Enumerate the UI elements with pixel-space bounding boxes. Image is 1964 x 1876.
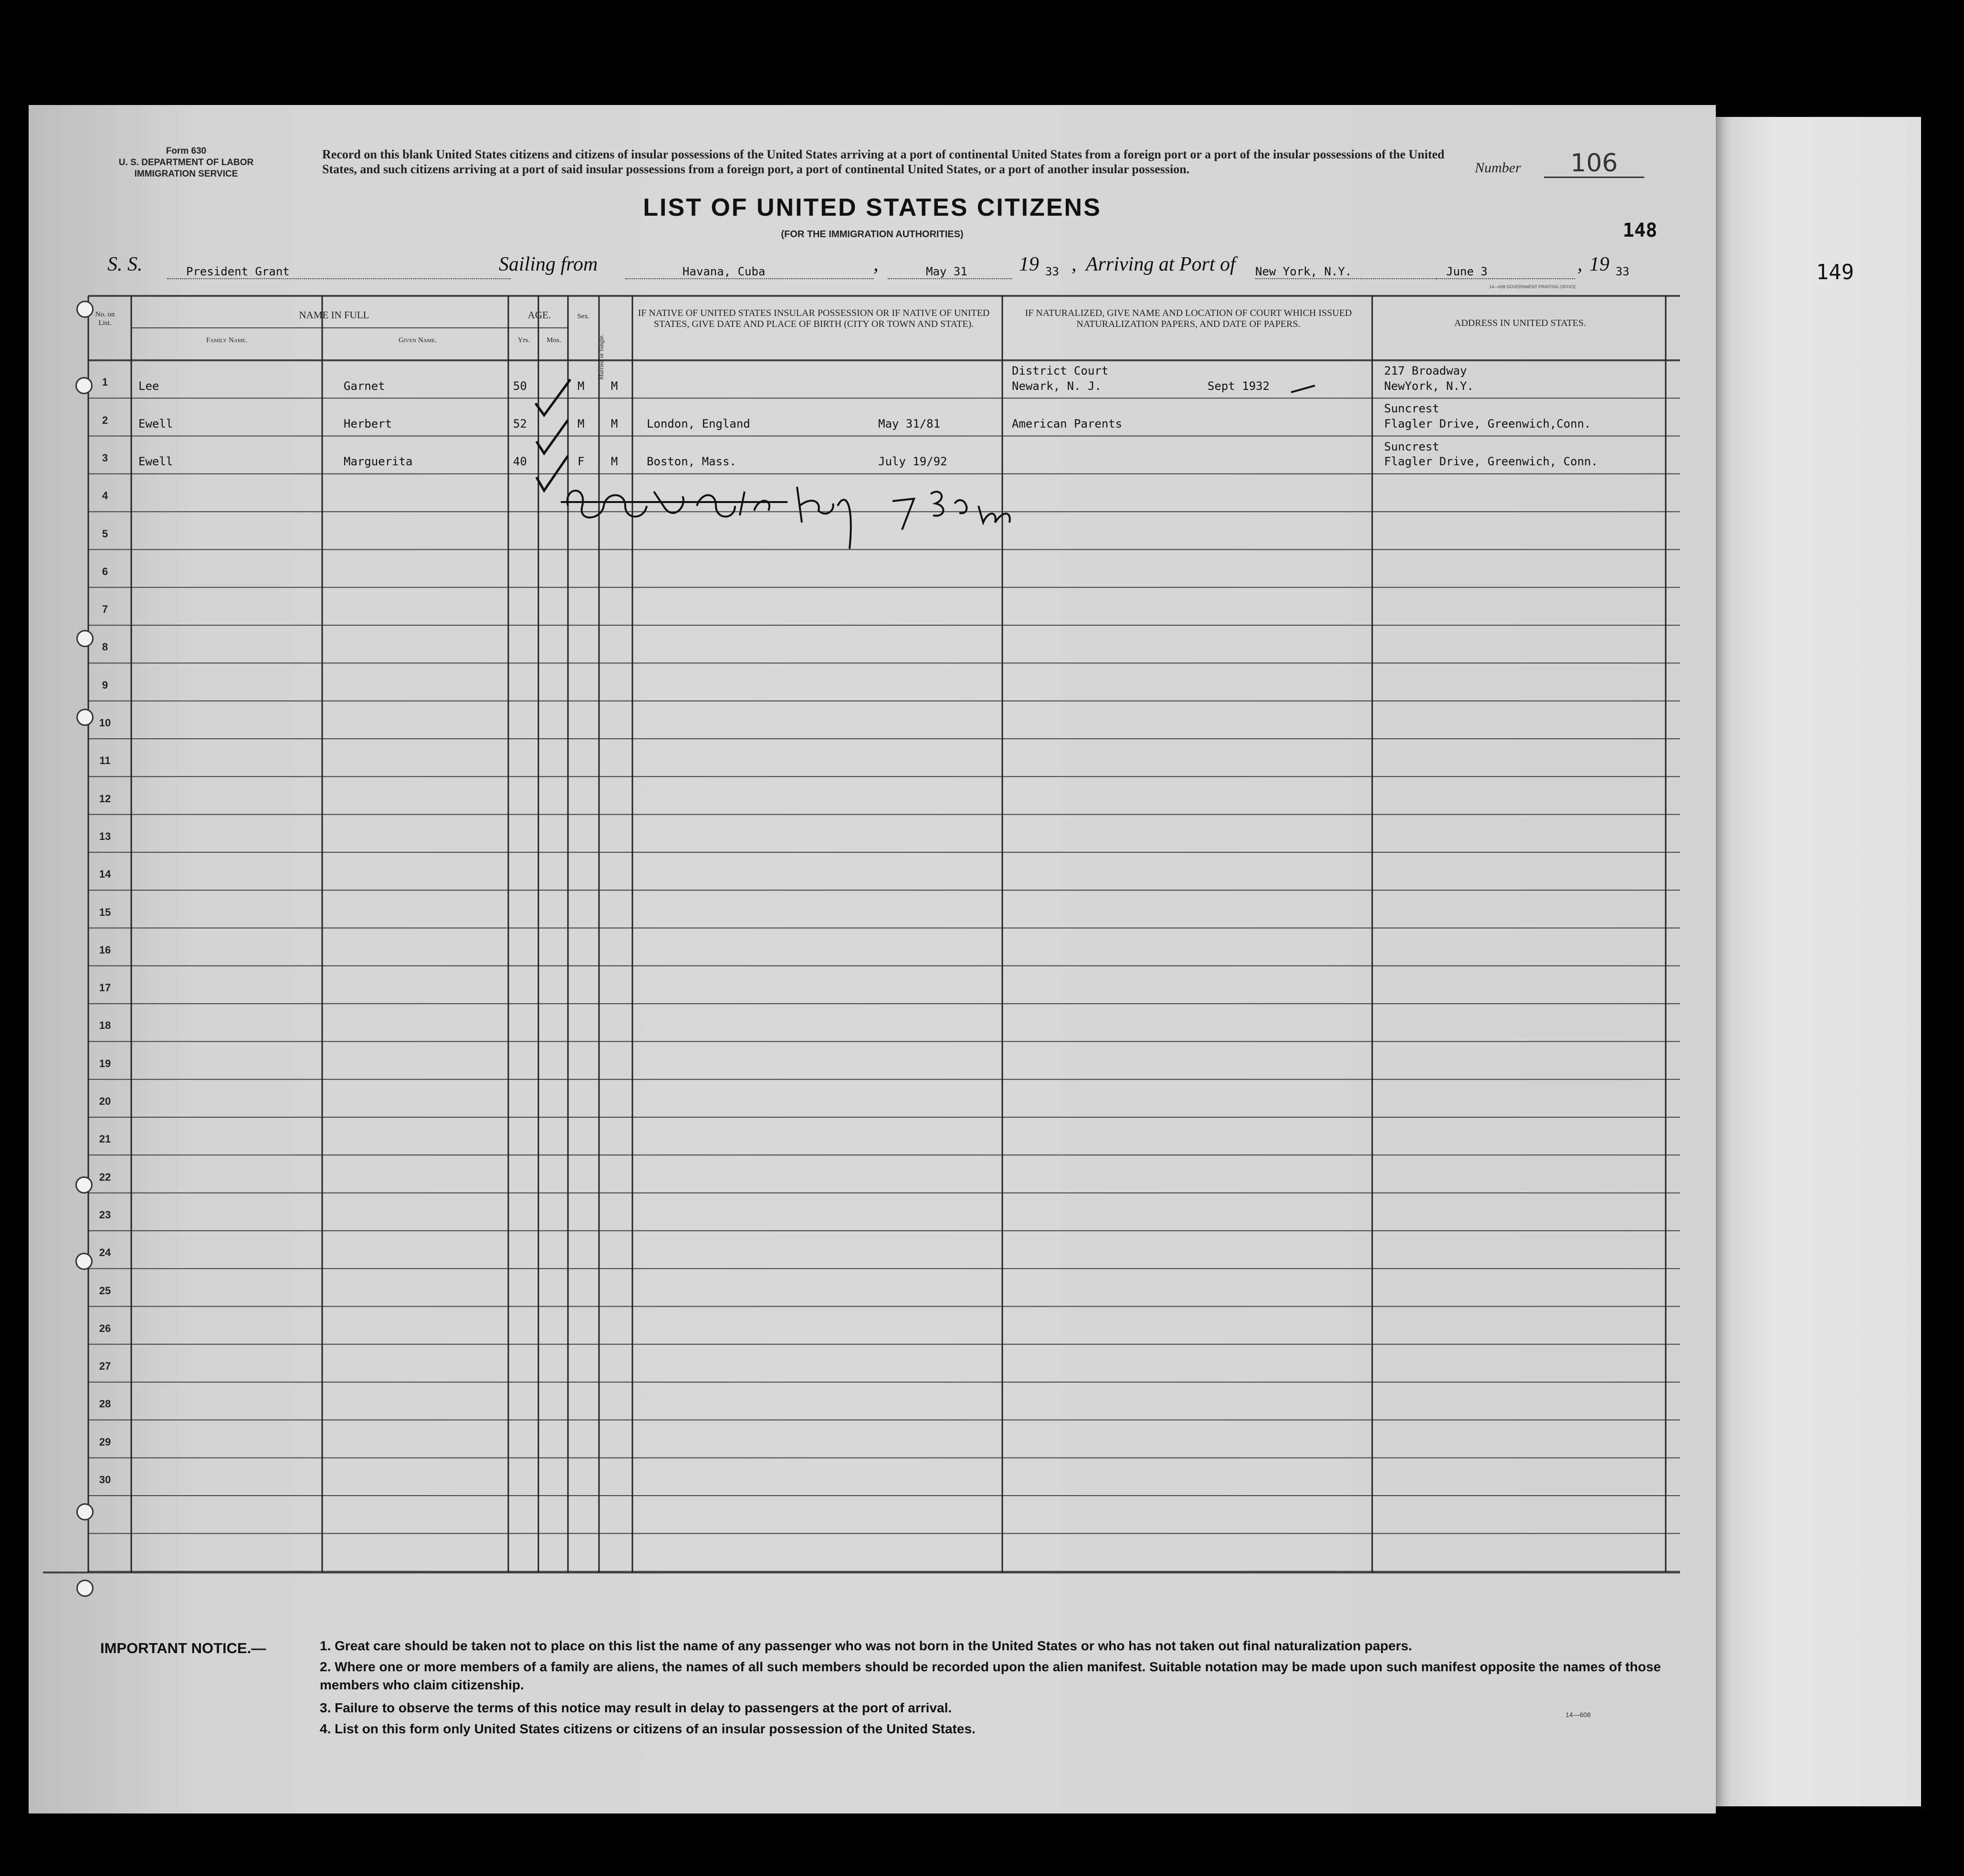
row-number: 3 — [102, 451, 108, 464]
row-number: 28 — [99, 1398, 111, 1410]
binder-hole — [76, 1503, 94, 1520]
adjacent-page — [1716, 117, 1921, 1806]
header-native-birthplace: IF NATIVE OF UNITED STATES INSULAR POSSESSION OR IF NATIVE OF UNITED STATES, GIVE DATE AND PLACE OF BIRTH (CITY OR TOWN AND STATE). — [638, 308, 990, 329]
row-number: 25 — [99, 1284, 111, 1297]
row-number: 13 — [99, 830, 111, 842]
age-years-cell: 52 — [513, 417, 527, 430]
sailing-from-label: Sailing from — [499, 253, 598, 275]
row-number: 20 — [99, 1095, 111, 1107]
header-married-single: Married or Single. — [598, 334, 605, 380]
row-number: 10 — [99, 717, 111, 729]
row-number: 24 — [99, 1247, 111, 1259]
address-line1-cell: Suncrest — [1384, 440, 1439, 453]
arrival-year: 33 — [1616, 265, 1629, 278]
header-given-name: Given Name. — [399, 336, 437, 344]
court-location-cell: Newark, N. J. — [1012, 379, 1102, 393]
address-line1-cell: 217 Broadway — [1384, 364, 1467, 377]
row-number: 8 — [102, 641, 108, 653]
row-number: 26 — [99, 1322, 111, 1334]
arriving-label: Arriving at Port of — [1086, 253, 1236, 275]
birthplace-cell: London, England — [647, 417, 750, 430]
number-value: 106 — [1544, 150, 1644, 178]
given-name-cell: Garnet — [344, 379, 385, 393]
marital-status-cell: M — [611, 417, 618, 430]
row-number: 27 — [99, 1360, 111, 1373]
address-line2-cell: NewYork, N.Y. — [1384, 379, 1474, 393]
ship-name: President Grant — [167, 265, 511, 279]
address-line1-cell: Suncrest — [1384, 402, 1439, 416]
row-number: 21 — [99, 1133, 111, 1145]
arrival-year-prefix: 19 — [1589, 253, 1609, 275]
family-name-cell: Ewell — [138, 455, 173, 469]
departure-year: 33 — [1045, 265, 1059, 278]
row-number: 1 — [102, 376, 108, 388]
notice-heading: IMPORTANT NOTICE.— — [100, 1640, 266, 1656]
adjacent-page-number: 149 — [1816, 260, 1854, 284]
service-name: IMMIGRATION SERVICE — [134, 169, 238, 179]
header-no-on-list: No. on List. — [95, 311, 115, 327]
birthplace-cell: Boston, Mass. — [647, 455, 736, 469]
header-sex: Sex. — [577, 313, 590, 320]
departure-date: May 31 — [888, 265, 1012, 279]
given-name-cell: Herbert — [344, 417, 392, 430]
row-number: 22 — [99, 1171, 111, 1183]
row-number: 29 — [99, 1436, 111, 1448]
number-label: Number — [1475, 160, 1521, 176]
header-name-in-full: NAME IN FULL — [299, 309, 369, 321]
marital-status-cell: M — [611, 455, 618, 469]
sex-cell: M — [578, 417, 585, 430]
family-name-cell: Ewell — [138, 417, 173, 430]
handwritten-tick — [1289, 382, 1317, 396]
row-number: 19 — [99, 1057, 111, 1069]
bottom-print-code: 14—608 — [1565, 1711, 1591, 1719]
age-years-cell: 50 — [513, 379, 527, 393]
binder-hole — [76, 1580, 94, 1597]
birthdate-cell: July 19/92 — [878, 455, 947, 469]
arrival-date: June 3 — [1437, 265, 1575, 279]
page-subtitle: (FOR THE IMMIGRATION AUTHORITIES) — [781, 229, 964, 240]
header-months: Mos. — [546, 336, 561, 344]
marital-status-cell: M — [611, 379, 618, 393]
family-name-cell: Lee — [138, 379, 159, 393]
sex-cell: F — [578, 455, 585, 469]
row-number: 16 — [99, 943, 111, 956]
header-address: ADDRESS IN UNITED STATES. — [1454, 318, 1586, 328]
given-name-cell: Marguerita — [344, 455, 413, 469]
birthdate-cell: May 31/81 — [878, 417, 941, 430]
arrival-port: New York, N.Y. — [1255, 265, 1437, 279]
departure-year-prefix: 19 — [1019, 253, 1039, 275]
age-years-cell: 40 — [513, 455, 527, 469]
notice-item-1: 1. Great care should be taken not to place on this list the name of any passenger who was not born in the United States or who has not taken out final naturalization papers. — [320, 1638, 1412, 1653]
court-name-cell: District Court — [1012, 364, 1109, 377]
row-number: 18 — [99, 1019, 111, 1032]
header-naturalized: IF NATURALIZED, GIVE NAME AND LOCATION OF COURT WHICH ISSUED NATURALIZATION PAPERS, AND DATE OF PAPERS. — [1025, 308, 1352, 329]
row-number: 7 — [102, 603, 108, 616]
manifest-grid — [29, 105, 1716, 1813]
manifest-page: Form 630 U. S. DEPARTMENT OF LABOR IMMIGRATION SERVICE Record on this blank United States citizens and citizens of insular possessions of the United States arriving at a port of continental United States from a foreign port or a port of the insular possessions of the United States, and such citizens arriving at a port of said insular possessions from a foreign port, a port of continental United States, or a port of another insular possession. Number 106 LIST OF UNITED STATES CITIZENS (FOR THE IMMIGRATION AUTHORITIES) 148 S. S. President Grant Sailing from Havana, Cuba , May 31 19 33 , Arriving at Port of New York, N.Y. June 3 , 19 33 14—608 GOVERNMENT PRINTING OFFICE No. on List. NAME IN FULL Family Name. Given Name. AGE. Yrs. Mos. Sex. Married or Single. IF NATIVE OF UNITED STATES INSULAR POSSESSION OR IF NATIVE OF UNITED STATES, GIVE DATE AND PLACE OF BIRTH (CITY OR TOWN AND STATE). IF NATURALIZED, GIVE NAME AND LOCATION OF COURT WHICH ISSUED NATURALIZATION PAPERS, AND DATE OF PAPERS. ADDRESS IN UNITED STATES. 1 2 3 4 5 6 7 8 9 10 11 12 13 14 15 16 17 18 19 20 21 22 23 24 25 26 27 28 29 30 Lee Garnet 50 M M District Court Newark, N. J. Sept 1932 217 Broadway NewYork, N.Y. Ewell Herbert 52 M M London, England May 31/81 American Parents Suncrest Flagler Drive, Greenwich,Conn. Ewell Marguerita 40 F M Boston, Mass. July 19/92 Suncrest Flagler Drive, Greenwich, Conn. IMPORTANT NOTICE.— 1. Great care should be taken not to place on this list the name of any passenger who was not born in the United States or who has not taken out final naturalization papers. 2. Where one or more members of a family are aliens, the names of all such members should be recorded upon the alien manifest. Suitable notation may be made upon such manifest opposite the names of those members who claim citizenship. 3. Failure to observe the terms of this notice may result in delay to passengers at the port of arrival. 4. List on this form only United States citizens or citizens of an insular possession of the United States. 14—608 — [29, 105, 1716, 1813]
header-years: Yrs. — [517, 336, 530, 344]
department-name: U. S. DEPARTMENT OF LABOR — [118, 157, 254, 168]
row-number: 9 — [102, 679, 108, 691]
row-number: 2 — [102, 414, 108, 426]
row-number: 30 — [99, 1474, 111, 1486]
address-line2-cell: Flagler Drive, Greenwich,Conn. — [1384, 417, 1591, 430]
handwritten-debarked-note — [558, 477, 1036, 563]
binder-hole — [76, 630, 94, 647]
row-number: 4 — [102, 490, 108, 502]
binder-hole — [76, 301, 94, 318]
departure-port: Havana, Cuba — [625, 265, 873, 279]
sex-cell: M — [578, 379, 585, 393]
row-number: 11 — [99, 755, 111, 767]
row-number: 14 — [99, 868, 111, 880]
binder-hole — [75, 377, 93, 394]
form-number: Form 630 — [166, 146, 207, 156]
row-number: 15 — [99, 906, 111, 918]
page-title: LIST OF UNITED STATES CITIZENS — [643, 194, 1102, 221]
notice-item-4: 4. List on this form only United States citizens or citizens of an insular possession of the United States. — [320, 1721, 976, 1736]
header-family-name: Family Name. — [206, 336, 248, 344]
court-location-cell: American Parents — [1012, 417, 1123, 430]
binder-hole — [75, 1176, 93, 1194]
row-number: 17 — [99, 982, 111, 994]
row-number: 5 — [102, 527, 108, 540]
notice-item-3: 3. Failure to observe the terms of this notice may result in delay to passengers at the port of arrival. — [320, 1700, 952, 1715]
page-number: 148 — [1623, 220, 1658, 241]
address-line2-cell: Flagler Drive, Greenwich, Conn. — [1384, 455, 1598, 469]
binder-hole — [75, 1253, 93, 1270]
notice-item-2: 2. Where one or more members of a family are aliens, the names of all such members should be recorded upon the alien manifest. Suitable notation may be made upon such manifest opposite the names of those members who claim citizenship. — [320, 1659, 1661, 1692]
row-number: 23 — [99, 1208, 111, 1221]
header-age: AGE. — [527, 309, 551, 321]
form-instructions: Record on this blank United States citizens and citizens of insular possessions of the United States arriving at a port of continental United States from a foreign port or a port of the insular possessions of the United States, and such citizens arriving at a port of said insular possessions from a foreign port, a port of continental United States, or a port of another insular possession. — [322, 147, 1445, 176]
ss-label: S. S. — [107, 253, 143, 275]
row-number: 6 — [102, 565, 108, 577]
binder-hole — [76, 709, 94, 726]
court-date-cell: Sept 1932 — [1208, 379, 1270, 393]
row-number: 12 — [99, 792, 111, 805]
top-print-code: 14—608 GOVERNMENT PRINTING OFFICE — [1489, 284, 1576, 289]
